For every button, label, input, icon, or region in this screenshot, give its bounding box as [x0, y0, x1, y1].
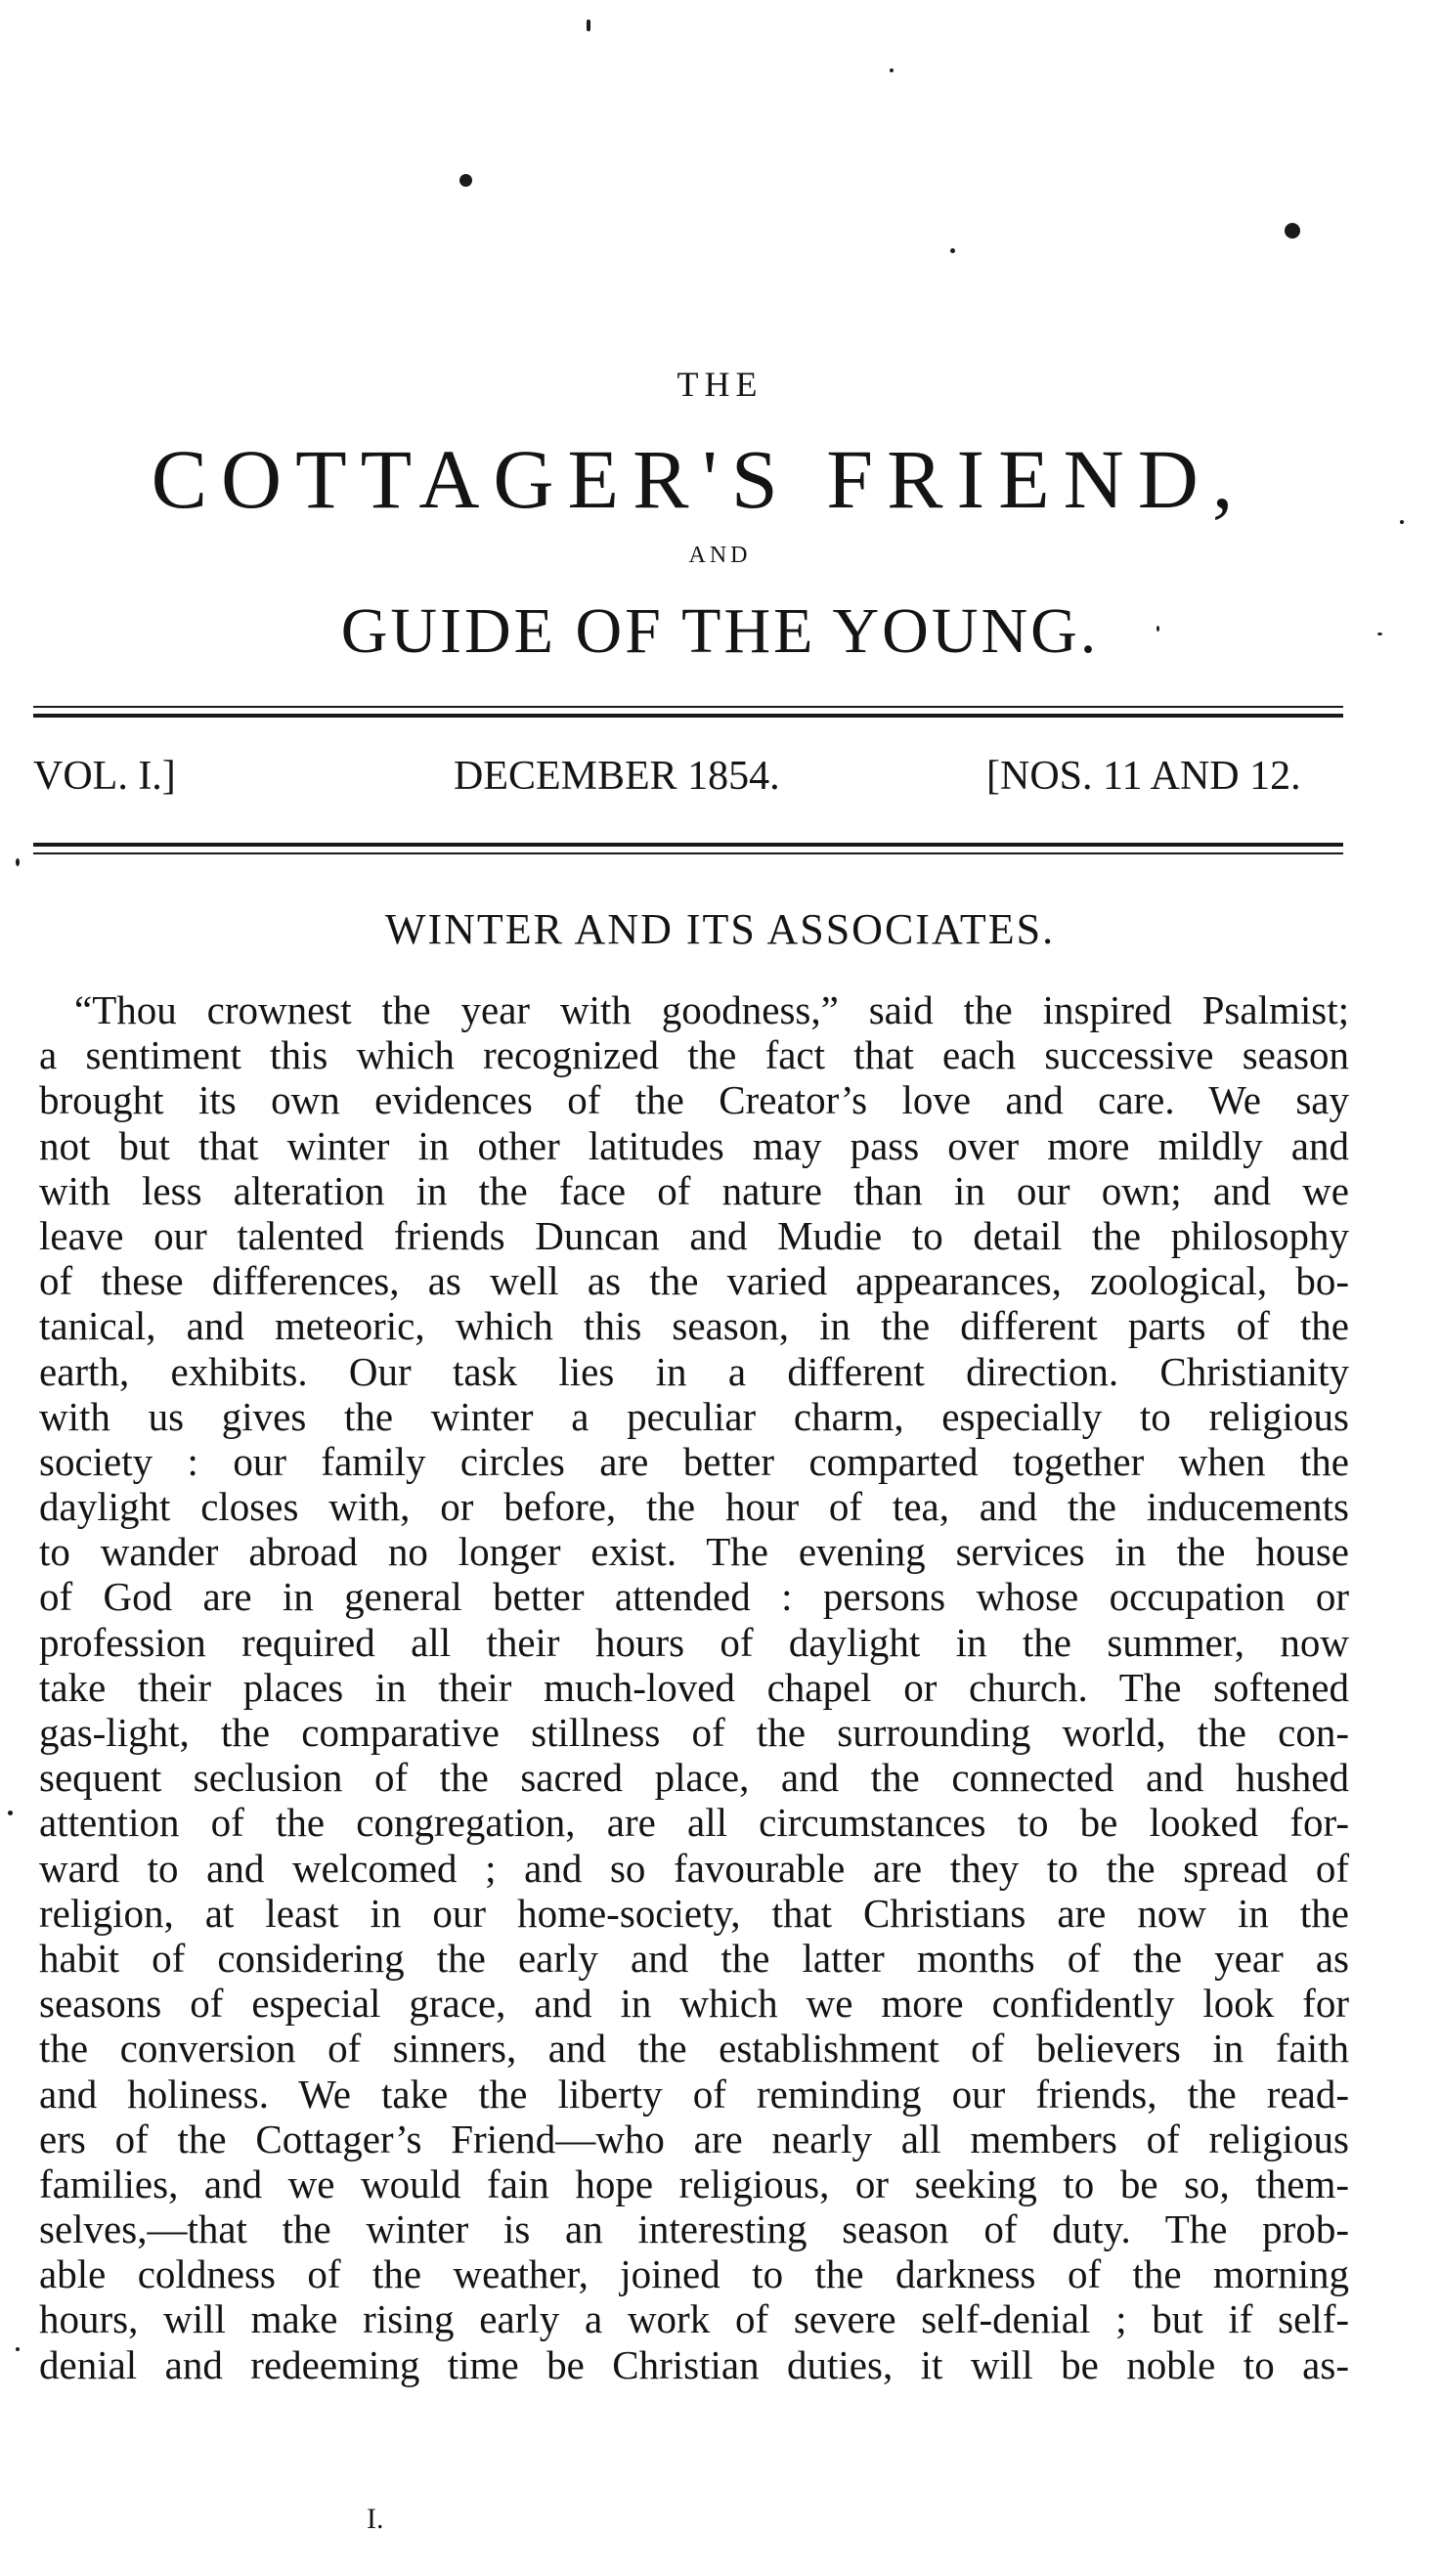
article-title: WINTER AND ITS ASSOCIATES.	[384, 905, 1056, 953]
body-line: denial and redeeming time be Christian duties, it will be noble to as-	[39, 2341, 1349, 2387]
scan-speck	[16, 858, 20, 866]
body-line: tanical, and meteoric, which this season, in the different parts of the	[39, 1303, 1349, 1349]
scan-speck	[1285, 223, 1300, 239]
scan-speck	[8, 1811, 13, 1815]
scan-speck	[950, 248, 955, 253]
body-line: of these differences, as well as the varied appearances, zoological, bo-	[39, 1258, 1349, 1304]
scan-speck	[587, 20, 590, 31]
body-line: able coldness of the weather, joined to the darkness of the morning	[39, 2251, 1349, 2297]
body-line: brought its own evidences of the Creator’s love and care. We say	[39, 1077, 1349, 1123]
issue-date: DECEMBER 1854.	[454, 754, 780, 799]
issue-numbers: [NOS. 11 AND 12.	[986, 754, 1301, 799]
lower-rule-line	[33, 852, 1343, 854]
body-line: profession required all their hours of daylight in the summer, now	[39, 1619, 1349, 1665]
body-line: selves,—that the winter is an interesting season of duty. The prob-	[39, 2206, 1349, 2252]
body-line: leave our talented friends Duncan and Mudie to detail the philosophy	[39, 1212, 1349, 1258]
article-body	[39, 987, 1349, 2387]
body-line: to wander abroad no longer exist. The evening services in the house	[39, 1529, 1349, 1575]
body-line: society : our family circles are better comparted together when the	[39, 1438, 1349, 1484]
body-line: with less alteration in the face of nature than in our own; and we	[39, 1167, 1349, 1213]
body-line: religion, at least in our home-society, that Christians are now in the	[39, 1890, 1349, 1936]
body-line: ers of the Cottager’s Friend—who are nearly all members of religious	[39, 2116, 1349, 2161]
body-line: a sentiment this which recognized the fact that each successive season	[39, 1032, 1349, 1078]
body-line: gas-light, the comparative stillness of the surrounding world, the con-	[39, 1710, 1349, 1755]
scan-speck	[1400, 520, 1404, 524]
body-line: not but that winter in other latitudes may pass over more mildly and	[39, 1122, 1349, 1168]
body-line: take their places in their much-loved chapel or church. The softened	[39, 1664, 1349, 1710]
issue-line	[33, 753, 1343, 821]
body-line: families, and we would fain hope religious, or seeking to be so, them-	[39, 2161, 1349, 2206]
masthead-title: COTTAGER'S FRIEND,	[151, 432, 1247, 526]
body-line: with us gives the winter a peculiar charm, especially to religious	[39, 1393, 1349, 1439]
body-line: habit of considering the early and the latter months of the year as	[39, 1935, 1349, 1981]
body-line: daylight closes with, or before, the hour of tea, and the inducements	[39, 1484, 1349, 1530]
masthead-and: AND	[688, 543, 752, 568]
scan-speck	[16, 2347, 20, 2351]
body-line: seasons of especial grace, and in which we more confidently look for	[39, 1981, 1349, 2027]
signature-mark: I.	[367, 2503, 384, 2535]
body-line: hours, will make rising early a work of severe self-denial ; but if self-	[39, 2296, 1349, 2342]
masthead-subtitle: GUIDE OF THE YOUNG.	[340, 595, 1100, 667]
scan-speck	[890, 68, 894, 72]
scan-speck	[459, 174, 472, 187]
upper-rule-line	[33, 714, 1343, 718]
body-line: “Thou crownest the year with goodness,” said the inspired Psalmist;	[74, 987, 1349, 1032]
upper-rule	[33, 706, 1343, 718]
lower-rule	[33, 843, 1343, 854]
masthead-the: THE	[676, 365, 764, 404]
body-line: ward to and welcomed ; and so favourable are they to the spread of	[39, 1845, 1349, 1891]
body-line: the conversion of sinners, and the establishment of believers in faith	[39, 2026, 1349, 2072]
body-line: of God are in general better attended : persons whose occupation or	[39, 1574, 1349, 1620]
volume-number: VOL. I.]	[33, 754, 176, 799]
body-line: sequent seclusion of the sacred place, and the connected and hushed	[39, 1755, 1349, 1801]
body-line: and holiness. We take the liberty of reminding our friends, the read-	[39, 2071, 1349, 2117]
body-line: earth, exhibits. Our task lies in a different direction. Christianity	[39, 1348, 1349, 1394]
body-line: attention of the congregation, are all circumstances to be looked for-	[39, 1800, 1349, 1846]
